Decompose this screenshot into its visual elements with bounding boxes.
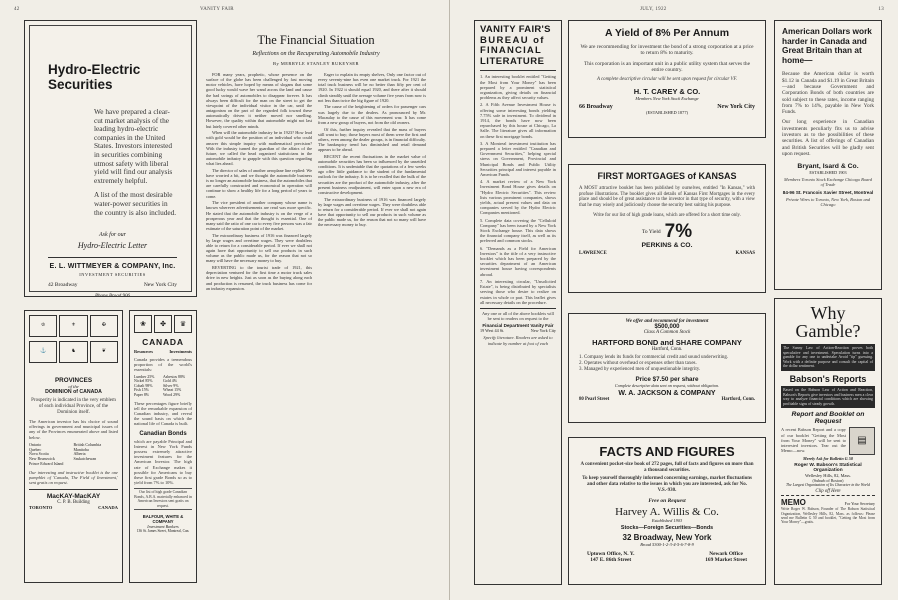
canada-title: CANADA <box>142 337 184 347</box>
hartford-point: 1. Company lends its funds for commercial credit and sound underwriting. <box>579 355 729 360</box>
bulletin-request: Merely Ask for Bulletin G 50 <box>803 456 853 462</box>
yield-value: 7% <box>664 220 693 242</box>
canada-resources-ad <box>129 310 197 583</box>
hartford-offer: We offer and recommend for investment <box>625 319 709 324</box>
hartford-class: Class A Common Stock <box>643 330 691 335</box>
dominion-title: DOMINION of CANADA <box>45 389 102 395</box>
willis-phone: Broad 5300-1-2-3-4-5-6-7-8-9 <box>640 541 694 547</box>
crest-icon: ❦ <box>90 341 118 363</box>
hartford-amount: $500,000 <box>654 324 680 330</box>
memo-coupon[interactable] <box>781 495 875 524</box>
province-name: Manitoba <box>73 446 89 452</box>
article-paragraph: The vice president of another company whose name is known wherever advertisements are read was more specific. He stated that the automobile industry is on the verge of a prosperous year and that the thought is essential. One of many said the ratio of one car to every five persons was a fair estimate of the saturation point of the market. <box>206 200 312 232</box>
mackay-firm: MacKAY-MacKAY <box>46 493 101 501</box>
stat-item: Asbestos 88% <box>163 374 186 379</box>
carey-firm: H. T. CAREY & CO. <box>633 87 701 97</box>
canadian-bonds-title: Canadian Bonds <box>139 430 187 437</box>
provinces-list <box>29 443 118 467</box>
memo-heading: MEMO <box>781 498 806 508</box>
willis-line: Stocks—Foreign Securities—Bonds <box>620 524 714 531</box>
article-paragraph: REVERTING to the tourist trade of 1921, this depreciation ventured for the first time a motor truck sales drive in new heights. Just as soon as the buying along each and production is resumed, the truck business has come for an industry expansion. <box>206 265 312 291</box>
bryant-members: Members Toronto Stock Exchange Chicago Board of Trade <box>784 177 872 188</box>
reports-title: Babson's Reports <box>789 373 867 384</box>
bryant-isard-ad <box>774 20 882 290</box>
canadian-bonds-body: which are payable Principal and Interest in New York Funds possess extremely attractive investment features for the American Investor. The high rate of Exchange makes it possible for Americans to buy these first grade Bonds so as to yield from 7% to 10%. <box>134 438 192 486</box>
province-name: Saskatchewan <box>73 456 97 462</box>
literature-note: Specify literature. Readers are asked to indicate by number at foot of each <box>483 335 553 346</box>
canada-body-2: These percentages figure briefly tell the remarkable expansion of Canadian industry, and reveal the sound basis on which the national life of Canada is built. <box>134 400 192 427</box>
perkins-city: LAWRENCE <box>579 250 607 256</box>
crest-icon: ♞ <box>59 341 87 363</box>
bryant-established: ESTABLISHED 1903 <box>809 170 847 176</box>
bureau-title-4: LITERATURE <box>480 55 545 67</box>
stat-item: Paper 8% <box>134 392 150 397</box>
canada-logos <box>134 315 192 333</box>
province-name: Nova Scotia <box>29 451 49 457</box>
carey-sub: Members New York Stock Exchange <box>635 96 699 102</box>
crest-icon: ⚓ <box>29 341 57 363</box>
facts-body-2: To keep yourself thoroughly informed concerning earnings, market fluctuations and other data relative to the issues in which you are interested, ask for No. V.S.-930. <box>582 475 752 493</box>
balfour-firm: BALFOUR, WHITE & COMPANY <box>142 514 184 525</box>
babson-address: Wellesley Hills, 82, Mass. <box>805 473 851 479</box>
literature-footer: Any one or all of the above booklets will be sent to readers on request to the <box>482 310 554 322</box>
financial-literature-bureau <box>474 20 562 585</box>
mortgages-write: Write for our list of high grade loans, which are offered for a short time only. <box>593 213 741 219</box>
maple-leaf-icon: ✤ <box>154 315 172 333</box>
hydro-firm-sub: INVESTMENT SECURITIES <box>79 272 146 278</box>
article-subtitle: Reflections on the Recuperating Automobile Industry <box>252 51 380 57</box>
crest-icon: ✠ <box>90 315 118 337</box>
canada-body: Canada provides a tremendous proportion of the world's essentials: <box>134 357 192 373</box>
carey-yield-ad <box>568 20 766 138</box>
facts-title: FACTS AND FIGURES <box>599 444 735 459</box>
yield-title: A Yield of 8% Per Annum <box>604 27 730 39</box>
article-paragraph: The extraordinary business of 1916 was financed largely by large wages and overtime wages. They were doubtless able to return for a considerable period. If ever we shall not again have that opportunity to sell our products in such volume as the public made us, for the reason that not so many will have the necessary money to buy. <box>206 232 312 264</box>
facts-figures-ad <box>568 437 766 585</box>
mackay-country: CANADA <box>98 505 118 511</box>
balfour-address: 136 St. James Street, Montreal, Can. <box>136 529 190 534</box>
provinces-of: of the <box>68 384 79 389</box>
facts-body: A convenient pocket-size book of 272 pages, full of facts and figures on more than a thousand securities. <box>580 462 754 473</box>
stat-item: Wheat 15% <box>163 388 182 393</box>
babson-firm: Roger W. Babson's Statistical Organization <box>794 463 862 474</box>
mackay-city: TORONTO <box>29 505 53 511</box>
article-paragraph: The director of sales of another aeroplane line replied: We have worried a bit, and we thought the automobile business is no longer an automobile business, that the automobiles that are carefully constructed and economical in operation will continue to show a healthy life for a long period of years to come. <box>206 167 312 199</box>
babson-largest: The Largest Organization of Its Character in the World <box>786 483 870 488</box>
willis-address: 32 Broadway, New York <box>622 532 712 542</box>
hydro-address: 42 Broadway <box>48 282 78 289</box>
newark-address: 169 Market Street <box>705 556 747 563</box>
gamble-heading: Gamble? <box>795 321 861 341</box>
bryant-firm: Bryant, Isard & Co. <box>797 163 859 171</box>
article-byline: By MERRYLE STANLEY RUKEYSER <box>273 61 359 66</box>
hartford-price: Price $7.50 per share <box>635 375 699 383</box>
hartford-firm-title: HARTFORD BOND and SHARE COMPANY <box>592 338 742 347</box>
article-paragraph: When will the automobile industry be in 1923? How lead with gold would be the position of an individual who could answer this simple inquiry with mathematical precision? With the industry turned the guardian of the affairs of the future, we called the head organized statisticians in the automobile industry to grapple with this question regarding what lies ahead. <box>206 130 312 167</box>
jackson-city: Hartford, Conn. <box>721 396 755 402</box>
article-paragraph: The cause of the heightening of orders for passenger cars was largely due to the dealers. As pronounced by Mr. Macaulay to the cause of this movement was: It has come from a new group of buyers, not from the old owners. <box>318 104 426 125</box>
mortgages-body: A MOST attractive booklet has been published by ourselves, entitled "In Kansas," with profuse illustrations. The booklet gives all details of Kansas First Mortgages in the every place and should be of great assistance to the investor in that type of security, with a view that he may wisely and judiciously choose the security best suiting his purpose. <box>579 186 755 208</box>
province-name: Alberta <box>73 451 86 457</box>
right-page <box>449 0 898 600</box>
department-address: 19 West 44 St. <box>480 328 505 334</box>
article-paragraph: RECENT the recent fluctuations in the market value of automobile securities has been so influenced by the unsettled conditions. It is undeniable that the quotations of a few weeks ago offer little guidance to the student of the fundamental outlook for the industry. It is to be recalled that the bulk of the securities are the product of the automobile industry, after the present business readjustment, will enter upon a new era of constructive development. <box>318 153 426 195</box>
clip-text: A recent Babson Report and a copy of our booklet "Getting the Most from Your Money" will be sent to interested investors. Tear out the Memo—now. <box>781 427 846 454</box>
literature-item: 3. A Montreal investment institution has prepared a letter entitled "Canadian and Government Securities," helping special stress on Government, Provincial and Municipal Bonds and Public Utility Securities principal and interest payable in American Funds. <box>480 140 556 178</box>
literature-item: 1. An interesting booklet entitled "Getting the Most from Your Money" has been prepared by a prominent statistical organization, giving details on financial problems as they affect security values. <box>480 74 556 101</box>
bureau-title-2: BUREAU of <box>480 34 545 46</box>
hartford-bond-ad <box>568 313 766 423</box>
hydro-body: We have prepared a clear-cut market analysis of the leading hydro-electric companies in the United States. Investors interested in securities combining utmost safety with liberal yield will find our analysis extremely helpful. <box>94 107 173 185</box>
uptown-address: 147 E. 86th Street <box>590 556 632 563</box>
stat-item: Fish 15% <box>134 388 149 393</box>
hartford-circular: Complete descriptive data sent on request, without obligation. <box>614 382 720 388</box>
province-name: New Brunswick <box>29 456 55 462</box>
article-column-2 <box>318 72 426 590</box>
article-paragraph: The extraordinary business of 1916 was financed largely by large wages and overtime wages. They were doubtless able to return for a considerable period. If ever we shall not again have that opportunity to sell our products in such volume as the public made us, for the reason that not so many will have the necessary money to buy. <box>318 196 426 228</box>
kansas-mortgages-ad <box>568 164 766 293</box>
facts-free: Free on Request <box>648 497 686 504</box>
mortgages-title: FIRST MORTGAGES of KANSAS <box>597 171 737 181</box>
provinces-body: Prosperity is indicated in the very emblem of each individual Province, of the Dominion itself. <box>31 398 116 415</box>
hydro-body-2: A list of the most desirable water-power securities in the country is also included. <box>94 190 177 217</box>
jackson-address: 80 Pearl Street <box>579 396 610 402</box>
willis-established: Established 1903 <box>651 517 683 523</box>
issue-date: JULY, 1922 <box>640 7 667 12</box>
provincial-crests <box>29 315 118 365</box>
province-name: Prince Edward Island <box>29 461 64 466</box>
report-booklet-title: Report and Booklet on Request <box>791 411 865 426</box>
willis-firm: Harvey A. Willis & Co. <box>615 505 719 518</box>
babson-suburb: (Suburb of Boston) <box>812 478 844 484</box>
babson-ad <box>774 298 882 585</box>
memo-body: Write Roger W. Babson, Founder of The Babson Statistical Organization, Wellesley Hills, 82, Mass. as follows: Please send me Bulletin G 50 and booklet, "Getting the Most from Your Money"—gratis. <box>781 507 875 525</box>
province-name: British Columbia <box>73 441 102 447</box>
canada-list: Our list of high grade Canadian Bonds, A.B.A. materially enhanced in American Investors sent gratis on request. <box>134 488 192 510</box>
department-city: New York City <box>530 328 556 334</box>
reports-body: Based on the Babson Law of Action and Reaction, Babson's Reports give investors and business men a clear way to analyze financial conditions which are showing profitable signs of steady growth. <box>781 386 875 408</box>
province-name: Quebec <box>29 446 42 452</box>
hydro-title: Hydro-Electric Securities <box>48 62 141 92</box>
literature-item: 6. "Demands as a Field for American Investors" is the title of a very instructive booklet which has been prepared by the securities department of an American investment house having correspondents abroad. <box>480 245 556 277</box>
stat-item: Wood 29% <box>163 392 181 397</box>
yield-label: To Yield <box>641 228 661 235</box>
babson-intro: The Sunny Law of Action-Reaction proves both speculative and investment. Speculation turns into a gamble for any one to undertake Avoid "tip" guessing. Work with a definite purpose and consult the capital of the dollar sentiment. <box>781 344 875 371</box>
crest-icon: ⚜ <box>59 315 87 337</box>
hartford-point: 2. Operates without overhead or expenses other than taxes. <box>579 360 697 366</box>
beaver-icon: ❀ <box>134 315 152 333</box>
yield-body-2: This corporation is an important unit in a public utility system that serves the entire country. <box>583 60 751 73</box>
hydro-city: New York City <box>143 282 177 289</box>
article-paragraph: Eager to explain its empty shelves, Only one factor out of every seventy-nine has even one market truck. For 1921 the total truck business will be no better than fifty per cent of 1920. In 1922 it should equal 1920, and there after it should climb steadily until the average volume five years from now is not less than twice the big figure of 1920. <box>318 72 426 103</box>
article-paragraph: Of this, further inquiry revealed that the mass of buyers still want to buy; those buyers most of them were the first and others, even among the dealer groups, is in financial difficulty. The bankruptcy trend has diminished and retail demand appears to be ahead. <box>318 126 426 153</box>
hartford-point: 3. Managed by experienced men of unquestionable integrity. <box>579 366 701 372</box>
dollars-body: Because the American dollar is worth $1.12 in Canada and $1.19 in Great Britain—and because Government and Corporation Bonds of both countries are sold subject to these rates, income ranging from 7% to 14%, payable in New York Funds. <box>782 71 874 116</box>
balfour-sub: Investment Bankers <box>147 524 179 530</box>
stat-item: Gold 4% <box>163 379 177 384</box>
stat-item: Nickel 85% <box>134 379 153 384</box>
yield-body: We are recommending for investment the bond of a strong corporation at a price to return 8% to maturity. <box>580 44 754 57</box>
hydro-electric-ad <box>24 20 197 297</box>
booklet-icon: ▤ <box>849 427 875 455</box>
article-paragraph: FOR many years, prophetic, whose presence on the surface of the globe has been challenged by fast moving motor vehicles, have hoped by means of slogans that some good lucky would wave her wand across the land and cause the bad swings of automobiles to disappear forever. It has always been difficult for the man on the street to get the viewpoint of the individual visitor in the car, until the antagonism on the part of the regarded folk toward these automatically driven it neither moved nor smelling. However, the quality within that automobile might not last but lately covered other minds. <box>206 72 312 129</box>
mackay-building: C. P. B. Building <box>57 500 90 506</box>
memo-for: For Your Secretary <box>844 501 875 507</box>
carey-address: 66 Broadway <box>579 104 613 111</box>
bureau-title-3: FINANCIAL <box>480 45 542 57</box>
stat-item: Cobalt 98% <box>134 383 153 388</box>
dollars-title: American Dollars work harder in Canada and Great Britain than at home— <box>782 26 872 65</box>
crown-icon: ♛ <box>174 315 192 333</box>
bureau-title-1: VANITY FAIR'S <box>480 24 551 35</box>
crest-icon: ♔ <box>29 315 57 337</box>
provinces-ad <box>24 310 123 583</box>
jackson-firm: W. A. JACKSON & COMPANY <box>618 389 716 397</box>
literature-item: 7. An interesting circular, "Unsolicited Estate", is being distributed by specialists serving those who desire to realize on estates in whole or part. This leaflet gives all necessary details on the procedure. <box>480 278 556 305</box>
canada-resources: Resources <box>134 349 153 354</box>
why-heading: Why <box>810 303 846 323</box>
carey-established: (ESTABLISHED 1877) <box>646 110 688 116</box>
newark-office: Newark Office <box>709 550 743 557</box>
provinces-body-2: The American investor has his choice of sound offerings in government and municipal issues of any of the Provinces enumerated above and listed below. <box>29 419 118 440</box>
literature-item: 2. A Fifth Avenue Investment House is offering some interesting bonds yielding 7.75% safe in investment. To dividend in 1914, the bonds have now been repurchased by this house at Chicago, La Salle. The literature gives all information on these first mortgage bonds. <box>480 102 556 139</box>
hydro-letter-title: Hydro-Electric Letter <box>77 241 148 251</box>
folio-right: 13 <box>878 7 884 12</box>
bryant-wires: Private Wires to Toronto, New York, Boston and Chicago <box>785 196 871 207</box>
perkins-firm: PERKINS & CO. <box>641 241 693 249</box>
perkins-state: KANSAS <box>735 250 755 256</box>
dollars-body-2: Our long experience in Canadian investments peculiarly fits us to advise investors as to the possibilities of these securities. A list of offerings of Canadian and British Securities will be gladly sent upon request. <box>782 119 874 157</box>
article-title: The Financial Situation <box>257 33 375 47</box>
literature-item: 4. A market review of a New York Investment Bond House gives details on "Hydro Electric Securities". This review lists various prominent companies, shows yields, actual present values and data on companies served by the Hydro Electric Companies mentioned. <box>480 179 556 216</box>
hydro-phone: Phone Broad 906 <box>94 294 131 297</box>
uptown-office: Uptown Office, N. Y. <box>587 550 635 557</box>
running-title: VANITY FAIR <box>200 7 234 12</box>
provinces-title: PROVINCES <box>54 377 93 384</box>
provinces-closing: Our interesting and instructive booklet is the one pamphlet of 'Canada, The Field of Investment,' sent gratis on request. <box>29 469 118 486</box>
hydro-firm: E. L. WITTMEYER & COMPANY, Inc. <box>49 262 176 271</box>
folio-left: 42 <box>14 7 20 12</box>
clip-off[interactable]: Clip off Here <box>815 489 841 495</box>
province-name: Ontario <box>29 441 42 447</box>
yield-desc: A complete descriptive circular will be sent upon request for circular VF. <box>597 77 737 83</box>
literature-item: 5. Complete data covering the "Celluloid Company" has been issued by a New York Stock Exchange house. This data shows the financial company itself, as well as its preferred and common stocks. <box>480 217 556 244</box>
stat-item: Lumber 25% <box>134 374 155 379</box>
article-column-1 <box>206 72 312 590</box>
bryant-address: 84-96 St. Francois Xavier Street, Montreal <box>782 189 874 195</box>
canada-stats <box>134 375 192 398</box>
hartford-city: Hartford, Conn. <box>651 347 683 352</box>
hydro-ask: Ask for our <box>99 232 126 239</box>
canada-investments: Investments <box>169 349 192 354</box>
financial-department: Financial Department Vanity Fair <box>482 323 554 329</box>
stat-item: Silver 9% <box>163 383 179 388</box>
article-header <box>206 33 426 66</box>
carey-city: New York City <box>717 104 755 111</box>
